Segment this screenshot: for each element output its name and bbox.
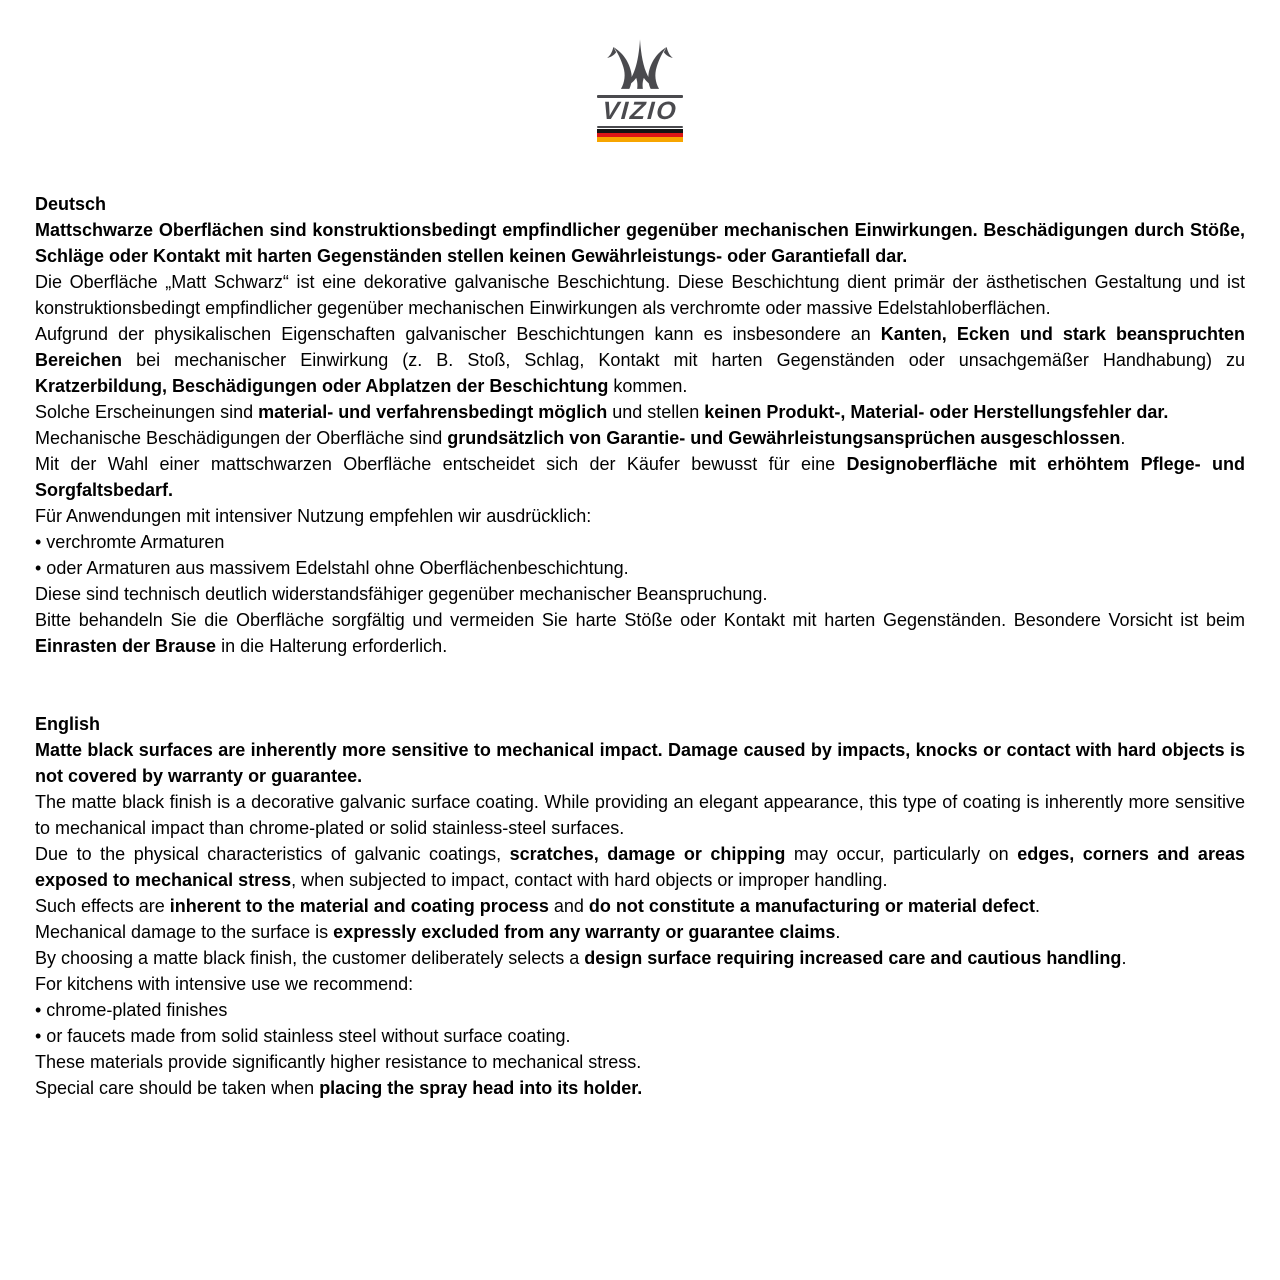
- paragraph: [35, 971, 1245, 997]
- bold-text-run: Matte black surfaces are inherently more sensitive to mechanical impact. Damage caused by impacts, knocks or contact with hard objects is not covered by warranty or guarantee.: [35, 740, 1245, 786]
- german-flag-icon: [597, 129, 683, 142]
- text-run: • chrome-plated finishes: [35, 1000, 228, 1020]
- bold-text-run: grundsätzlich von Garantie- und Gewährleistungsansprüchen ausgeschlossen: [447, 428, 1121, 448]
- paragraph: [35, 425, 1245, 451]
- section-english: [35, 711, 1245, 1101]
- text-run: .: [1121, 948, 1127, 968]
- paragraph: [35, 399, 1245, 425]
- bold-text-run: Kratzerbildung, Beschädigungen oder Abplatzen der Beschichtung: [35, 376, 609, 396]
- bold-text-run: Designoberfläche mit erhöhtem Pflege- und Sorgfaltsbedarf.: [35, 454, 1245, 500]
- text-run: kommen.: [608, 376, 688, 396]
- paragraph: [35, 1075, 1245, 1101]
- paragraph: [35, 997, 1245, 1023]
- bold-text-run: material- und verfahrensbedingt möglich: [258, 402, 608, 422]
- text-run: .: [835, 922, 841, 942]
- document-body: [35, 191, 1245, 1101]
- paragraph: [35, 1023, 1245, 1049]
- text-run: Mechanical damage to the surface is: [35, 922, 334, 942]
- bold-text-run: scratches, damage or chipping: [509, 844, 786, 864]
- bold-text-run: do not constitute a manufacturing or material defect: [588, 896, 1035, 916]
- bold-text-run: edges, corners and areas exposed to mechanical stress: [35, 844, 1245, 890]
- bold-text-run: inherent to the material and coating process: [169, 896, 549, 916]
- paragraph: [35, 555, 1245, 581]
- bold-text-run: keinen Produkt-, Material- oder Herstellungsfehler dar.: [704, 402, 1169, 422]
- text-run: Für Anwendungen mit intensiver Nutzung empfehlen wir ausdrücklich:: [35, 506, 592, 526]
- bold-text-run: design surface requiring increased care and cautious handling: [584, 948, 1122, 968]
- text-run: .: [1120, 428, 1126, 448]
- paragraph: [35, 1049, 1245, 1075]
- bold-text-run: Kanten, Ecken und stark beanspruchten Bereichen: [35, 324, 1245, 370]
- paragraph: [35, 581, 1245, 607]
- paragraph: [35, 451, 1245, 503]
- section-heading: English: [35, 714, 101, 734]
- flag-stripe-gold: [597, 137, 683, 142]
- text-run: .: [1034, 896, 1040, 916]
- paragraph: [35, 269, 1245, 321]
- text-run: in die Halterung erforderlich.: [216, 636, 448, 656]
- paragraph: [35, 737, 1245, 789]
- text-run: By choosing a matte black finish, the customer deliberately selects a: [35, 948, 585, 968]
- paragraph: [35, 919, 1245, 945]
- text-run: For kitchens with intensive use we recommend:: [35, 974, 414, 994]
- text-run: Mechanische Beschädigungen der Oberfläche sind: [35, 428, 448, 448]
- text-run: Solche Erscheinungen sind: [35, 402, 259, 422]
- bold-text-run: expressly excluded from any warranty or guarantee claims: [333, 922, 836, 942]
- text-run: • oder Armaturen aus massivem Edelstahl ohne Oberflächenbeschichtung.: [35, 558, 629, 578]
- text-run: Die Oberfläche „Matt Schwarz“ ist eine dekorative galvanische Beschichtung. Diese Beschichtung dient primär der ästhetischen Gestaltung und ist konstruktionsbedingt empfindlicher gegenüber mechanischen Einwirkungen als verchromte oder massive Edelstahloberflächen.: [35, 272, 1245, 318]
- text-run: Bitte behandeln Sie die Oberfläche sorgfältig und vermeiden Sie harte Stöße oder Kontakt mit harten Gegenständen. Besondere Vorsicht ist beim: [35, 610, 1245, 630]
- text-run: und stellen: [607, 402, 705, 422]
- paragraph: [35, 789, 1245, 841]
- paragraph: [35, 607, 1245, 659]
- text-run: • verchromte Armaturen: [35, 532, 225, 552]
- section-heading: Deutsch: [35, 194, 107, 214]
- section-deutsch: [35, 191, 1245, 659]
- text-run: bei mechanischer Einwirkung (z. B. Stoß, Schlag, Kontakt mit harten Gegenständen oder unsachgemäßer Handhabung) zu: [122, 350, 1245, 370]
- text-run: • or faucets made from solid stainless steel without surface coating.: [35, 1026, 571, 1046]
- vizio-logo: [597, 38, 683, 142]
- logo-rule-bottom: [597, 126, 683, 128]
- bold-text-run: Einrasten der Brause: [35, 636, 217, 656]
- text-run: Diese sind technisch deutlich widerstandsfähiger gegenüber mechanischer Beanspruchung.: [35, 584, 768, 604]
- bold-text-run: placing the spray head into its holder.: [319, 1078, 643, 1098]
- text-run: The matte black finish is a decorative galvanic surface coating. While providing an elegant appearance, this type of coating is inherently more sensitive to mechanical impact than chrome-plated or solid stainless-steel surfaces.: [35, 792, 1245, 838]
- text-run: may occur, particularly on: [785, 844, 1018, 864]
- text-run: Due to the physical characteristics of galvanic coatings,: [35, 844, 510, 864]
- paragraph: [35, 503, 1245, 529]
- bold-text-run: Mattschwarze Oberflächen sind konstruktionsbedingt empfindlicher gegenüber mechanischen Einwirkungen. Beschädigungen durch Stöße, Schläge oder Kontakt mit harten Gegenständen stellen keinen Gewährleistungs- oder Garantiefall dar.: [35, 220, 1245, 266]
- paragraph: [35, 321, 1245, 399]
- text-run: Special care should be taken when: [35, 1078, 320, 1098]
- paragraph: [35, 841, 1245, 893]
- text-run: Mit der Wahl einer mattschwarzen Oberfläche entscheidet sich der Käufer bewusst für eine: [35, 454, 847, 474]
- paragraph: [35, 217, 1245, 269]
- text-run: Such effects are: [35, 896, 170, 916]
- paragraph: [35, 893, 1245, 919]
- text-run: Aufgrund der physikalischen Eigenschaften galvanischer Beschichtungen kann es insbesondere an: [35, 324, 881, 344]
- text-run: , when subjected to impact, contact with hard objects or improper handling.: [291, 870, 888, 890]
- crown-trident-icon: [600, 38, 680, 94]
- text-run: and: [548, 896, 589, 916]
- paragraph: [35, 529, 1245, 555]
- logo-wordmark: VIZIO: [601, 97, 679, 125]
- text-run: These materials provide significantly higher resistance to mechanical stress.: [35, 1052, 642, 1072]
- paragraph: [35, 945, 1245, 971]
